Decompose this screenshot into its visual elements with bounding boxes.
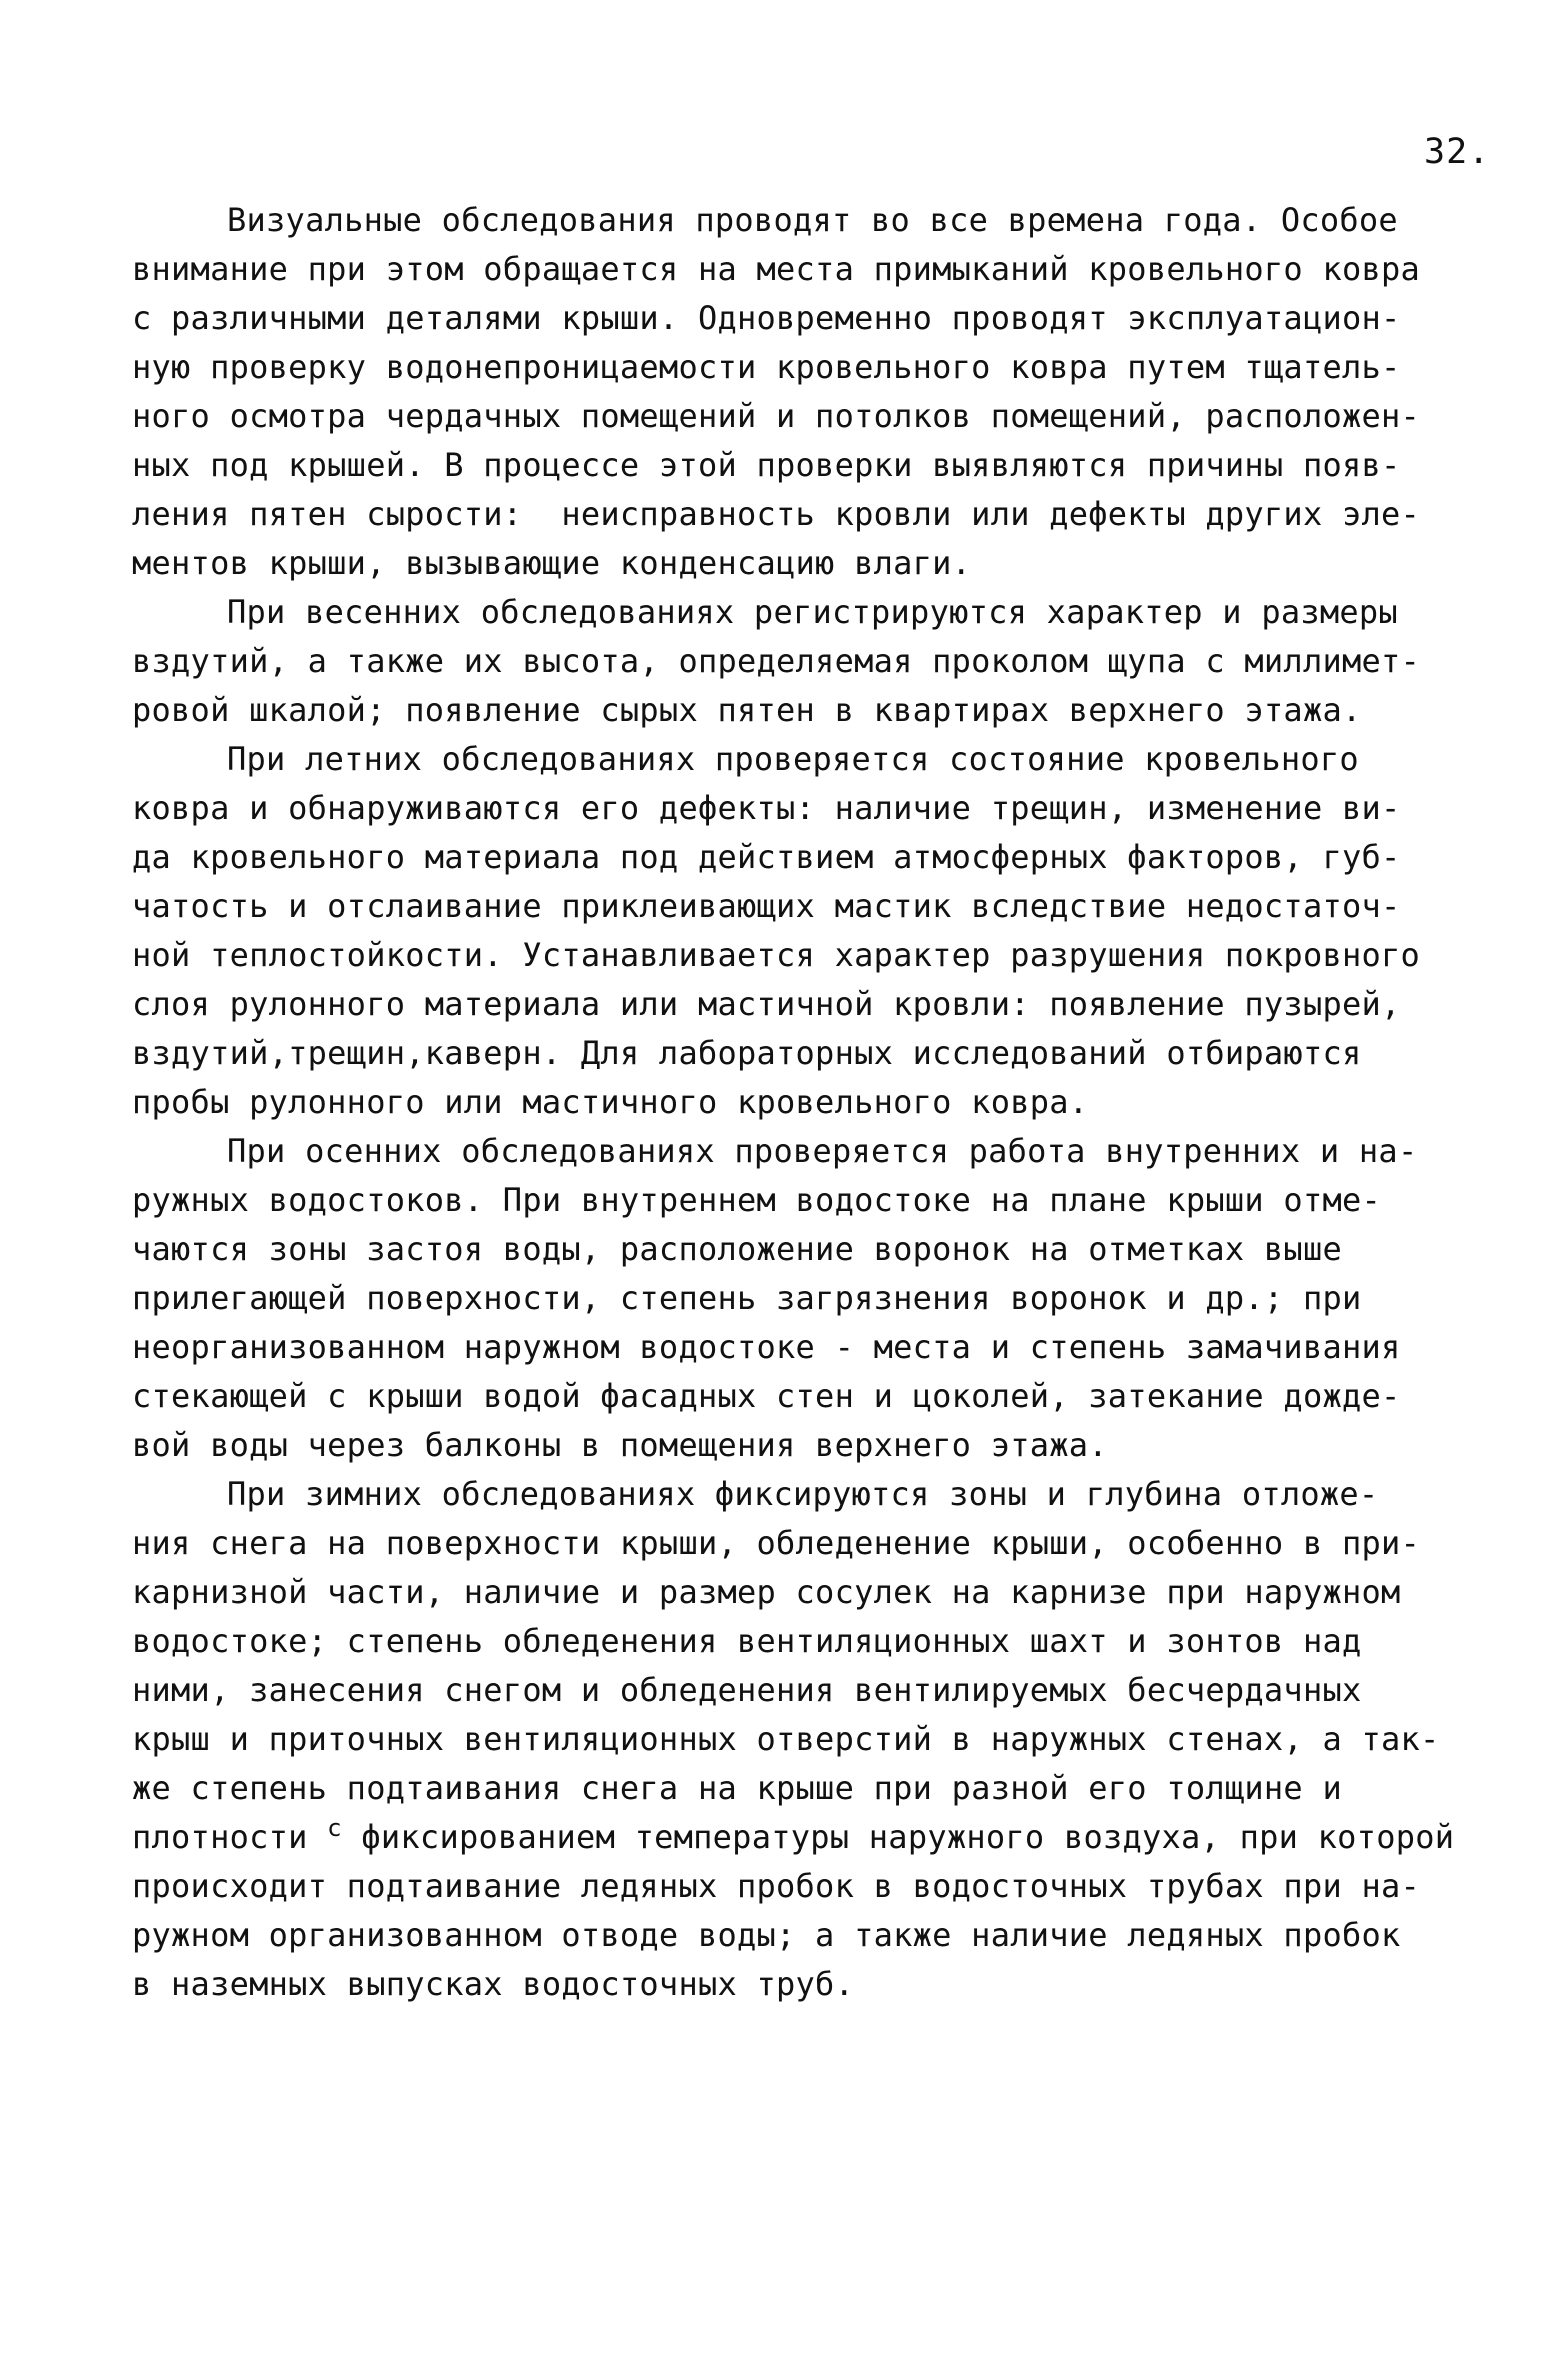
text-line: Визуальные обследования проводят во все времена года. Особое <box>227 201 1398 239</box>
text-line: внимание при этом обращается на места примыканий кровельного ковра <box>132 250 1421 288</box>
text-line: с различными деталями крыши. Одновременно проводят эксплуатацион- <box>132 299 1401 337</box>
text-line: ними, занесения снегом и обледенения вентилируемых бесчердачных <box>132 1671 1362 1709</box>
text-line: ления пятен сырости: неисправность кровли или дефекты других эле- <box>132 495 1421 533</box>
text-line: же степень подтаивания снега на крыше при разной его толщине и <box>132 1769 1342 1807</box>
text-line: крыш и приточных вентиляционных отверстий в наружных стенах, а так- <box>132 1720 1440 1758</box>
text-line: ружных водостоков. При внутреннем водостоке на плане крыши отме- <box>132 1181 1381 1219</box>
text-line: карнизной части, наличие и размер сосулек на карнизе при наружном <box>132 1573 1401 1611</box>
text-line: ковра и обнаруживаются его дефекты: наличие трещин, изменение ви- <box>132 789 1401 827</box>
text-line: водостоке; степень обледенения вентиляционных шахт и зонтов над <box>132 1622 1362 1660</box>
text-line: ного осмотра чердачных помещений и потолков помещений, расположен- <box>132 397 1421 435</box>
text-line-with-superscript <box>132 1813 1532 1862</box>
text-line: да кровельного материала под действием атмосферных факторов, губ- <box>132 838 1401 876</box>
text-line: в наземных выпусках водосточных труб. <box>132 1965 855 2003</box>
text-line: пробы рулонного или мастичного кровельного ковра. <box>132 1083 1089 1121</box>
text-line: вздутий,трещин,каверн. Для лабораторных исследований отбираются <box>132 1034 1362 1072</box>
text-line: чаются зоны застоя воды, расположение воронок на отметках выше <box>132 1230 1342 1268</box>
text-line: При осенних обследованиях проверяется работа внутренних и на- <box>227 1132 1418 1170</box>
paragraph-winter-inspections <box>132 1470 1532 2009</box>
paragraph-summer-inspections <box>132 735 1532 1127</box>
text-line: вой воды через балконы в помещения верхнего этажа. <box>132 1426 1108 1464</box>
text-line: происходит подтаивание ледяных пробок в водосточных трубах при на- <box>132 1867 1421 1905</box>
superscript: с <box>327 1814 342 1842</box>
text-line: ровой шкалой; появление сырых пятен в квартирах верхнего этажа. <box>132 691 1362 729</box>
text-line: прилегающей поверхности, степень загрязнения воронок и др.; при <box>132 1279 1362 1317</box>
text-line: ной теплостойкости. Устанавливается характер разрушения покровного <box>132 936 1421 974</box>
document-body <box>132 196 1532 2009</box>
text-line: При весенних обследованиях регистрируются характер и размеры <box>227 593 1398 631</box>
paragraph-autumn-inspections <box>132 1127 1532 1470</box>
text-line: При летних обследованиях проверяется состояние кровельного <box>227 740 1359 778</box>
text-line: стекающей с крыши водой фасадных стен и цоколей, затекание дожде- <box>132 1377 1401 1415</box>
text-line: ментов крыши, вызывающие конденсацию влаги. <box>132 544 972 582</box>
text-segment: фиксированием температуры наружного воздуха, при которой <box>361 1818 1455 1856</box>
text-line: ружном организованном отводе воды; а также наличие ледяных пробок <box>132 1916 1401 1954</box>
text-line: ных под крышей. В процессе этой проверки выявляются причины появ- <box>132 446 1401 484</box>
text-line: ную проверку водонепроницаемости кровельного ковра путем тщатель- <box>132 348 1401 386</box>
page-number: 32. <box>1424 132 1491 172</box>
paragraph-visual-inspections <box>132 196 1532 588</box>
paragraph-spring-inspections <box>132 588 1532 735</box>
text-line: слоя рулонного материала или мастичной кровли: появление пузырей, <box>132 985 1401 1023</box>
text-line: ния снега на поверхности крыши, обледенение крыши, особенно в при- <box>132 1524 1421 1562</box>
text-line: неорганизованном наружном водостоке - места и степень замачивания <box>132 1328 1401 1366</box>
text-line: вздутий, а также их высота, определяемая проколом щупа с миллимет- <box>132 642 1421 680</box>
text-line: чатость и отслаивание приклеивающих мастик вследствие недостаточ- <box>132 887 1401 925</box>
text-line: При зимних обследованиях фиксируются зоны и глубина отложе- <box>227 1475 1379 1513</box>
text-segment: плотности <box>132 1818 308 1856</box>
